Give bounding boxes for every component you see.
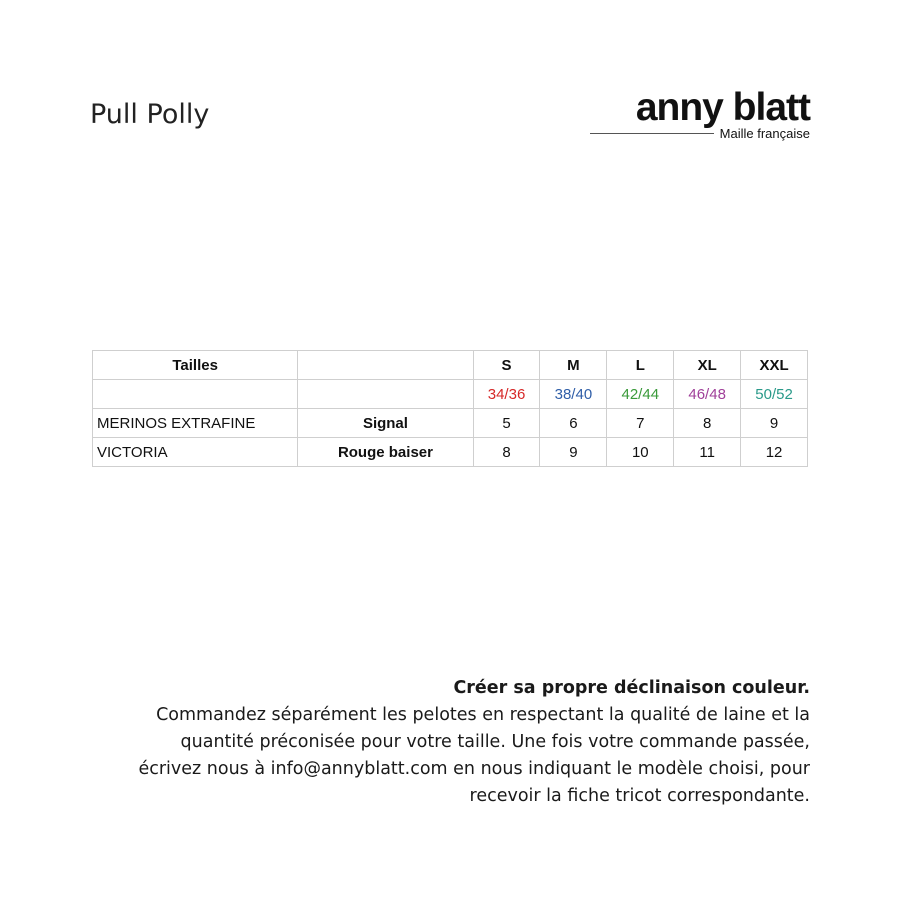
- yarn-color: Signal: [298, 409, 473, 438]
- header-sizes-label: Tailles: [93, 351, 298, 380]
- size-yarn-table: [92, 350, 808, 467]
- brand-logo: [590, 86, 810, 141]
- table-row: [93, 438, 808, 467]
- size-header-s: S: [473, 351, 540, 380]
- quantity-m: 6: [540, 409, 607, 438]
- quantity-xl: 8: [674, 409, 741, 438]
- measures-empty-cell-1: [93, 380, 298, 409]
- size-header-xxl: XXL: [741, 351, 808, 380]
- size-header-xl: XL: [674, 351, 741, 380]
- info-line: quantité préconisée pour votre taille. Une fois votre commande passée,: [180, 732, 810, 752]
- measure-m: 38/40: [540, 380, 607, 409]
- quantity-xxl: 9: [741, 409, 808, 438]
- info-line: écrivez nous à info@annyblatt.com en nous indiquant le modèle choisi, pour: [138, 759, 810, 779]
- page-title: Pull Polly: [90, 99, 210, 130]
- table-header-row: [93, 351, 808, 380]
- header-empty-cell: [298, 351, 473, 380]
- table-row: [93, 409, 808, 438]
- quantity-s: 5: [473, 409, 540, 438]
- quantity-l: 10: [607, 438, 674, 467]
- measure-l: 42/44: [607, 380, 674, 409]
- info-line: recevoir la fiche tricot correspondante.: [469, 786, 810, 806]
- quantity-xxl: 12: [741, 438, 808, 467]
- quantity-l: 7: [607, 409, 674, 438]
- measure-s: 34/36: [473, 380, 540, 409]
- info-line: Commandez séparément les pelotes en respectant la qualité de laine et la: [156, 705, 810, 725]
- yarn-name: VICTORIA: [93, 438, 298, 467]
- logo-tagline: Maille française: [719, 126, 810, 141]
- custom-color-info: [80, 675, 810, 810]
- quantity-m: 9: [540, 438, 607, 467]
- size-header-l: L: [607, 351, 674, 380]
- yarn-color: Rouge baiser: [298, 438, 473, 467]
- quantity-s: 8: [473, 438, 540, 467]
- logo-wordmark: anny blatt: [635, 86, 810, 129]
- size-header-m: M: [540, 351, 607, 380]
- measures-row: [93, 380, 808, 409]
- quantity-xl: 11: [674, 438, 741, 467]
- measure-xxl: 50/52: [741, 380, 808, 409]
- measure-xl: 46/48: [674, 380, 741, 409]
- info-heading: Créer sa propre déclinaison couleur.: [453, 678, 810, 698]
- measures-empty-cell-2: [298, 380, 473, 409]
- yarn-name: MERINOS EXTRAFINE: [93, 409, 298, 438]
- logo-rule: [590, 133, 714, 134]
